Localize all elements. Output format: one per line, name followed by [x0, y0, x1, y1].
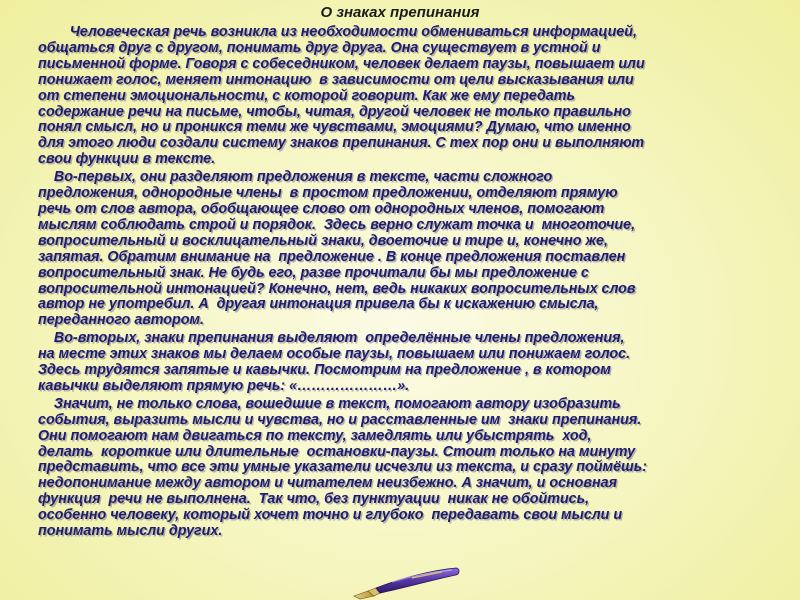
text-line: от степени эмоциональности, с которой говорит. Как же ему передать [38, 87, 575, 104]
text-line: переданного автором. [38, 312, 204, 329]
text-line: Они помогают нам двигаться по тексту, замедлять или убыстрять ход, [38, 427, 592, 444]
text-line: предложения, однородные члены в простом предложении, отделяют прямую [38, 185, 618, 202]
text-line: понимать мысли других. [38, 523, 223, 540]
fountain-pen-icon [352, 566, 462, 600]
text-line: запятая. Обратим внимание на предложение . В конце предложения поставлен [38, 248, 626, 265]
text-line: понял смысл, но и проникся теми же чувствами, эмоциями? Думаю, что именно [38, 119, 631, 136]
text-line: мыслям соблюдать строй и порядок. Здесь верно служат точка и многоточие, [38, 216, 636, 233]
body-text [38, 25, 800, 540]
text-line: Значит, не только слова, вошедшие в текст, помогают автору изобразить [38, 395, 621, 412]
text-line: представить, что все эти умные указатели исчезли из текста, и сразу поймёшь: [38, 459, 647, 476]
text-line: письменной форме. Говоря с собеседником, человек делает паузы, повышает или [38, 55, 645, 72]
text-line: общаться друг с другом, понимать друг друга. Она существует в устной и [38, 39, 601, 56]
text-line: речь от слов автора, обобщающее слово от однородных членов, помогают [38, 200, 605, 217]
text-line: делать короткие или длительные остановки-паузы. Стоит только на минуту [38, 443, 636, 460]
text-line: недопонимание между автором и читателем неизбежно. А значит, и основная [38, 475, 618, 492]
text-line: Во-первых, они разделяют предложения в тексте, части сложного [38, 169, 553, 186]
paragraph [38, 397, 800, 540]
text-line: вопросительной интонацией? Конечно, нет, ведь никаких вопросительных слов [38, 280, 636, 297]
text-line: Во-вторых, знаки препинания выделяют определённые члены предложения, [38, 330, 625, 347]
text-line: на месте этих знаков мы делаем особые паузы, повышаем или понижаем голос. [38, 346, 631, 363]
text-line: свои функции в тексте. [38, 151, 216, 168]
paragraph [38, 25, 800, 168]
paragraph [38, 331, 800, 395]
text-line: вопросительный знак. Не будь его, разве прочитали бы мы предложение с [38, 264, 589, 281]
page-title: О знаках препинания [320, 4, 480, 21]
text-line: для этого люди создали систему знаков препинания. С тех пор они и выполняют [38, 135, 645, 152]
text-line: Здесь трудятся запятые и кавычки. Посмотрим на предложение , в котором [38, 362, 611, 379]
text-line: понижает голос, меняет интонацию в зависимости от цели высказывания или [38, 71, 634, 88]
text-line: автор не употребил. А другая интонация привела бы к искажению смысла, [38, 296, 599, 313]
text-line: функция речи не выполнена. Так что, без пунктуации никак не обойтись, [38, 491, 590, 508]
text-line: Человеческая речь возникла из необходимости обмениваться информацией, [38, 24, 637, 40]
text-line: кавычки выделяют прямую речь: «…………………». [38, 377, 418, 394]
text-line: вопросительный и восклицательный знаки, двоеточие и тире и, конечно же, [38, 232, 608, 249]
text-line: события, выразить мысли и чувства, но и расставленные им знаки препинания. [38, 411, 642, 428]
paragraph [38, 170, 800, 329]
text-line: содержание речи на письме, чтобы, читая, другой человек не только правильно [38, 103, 631, 120]
text-line: особенно человеку, который хочет точно и глубоко передавать свои мысли и [38, 507, 623, 524]
